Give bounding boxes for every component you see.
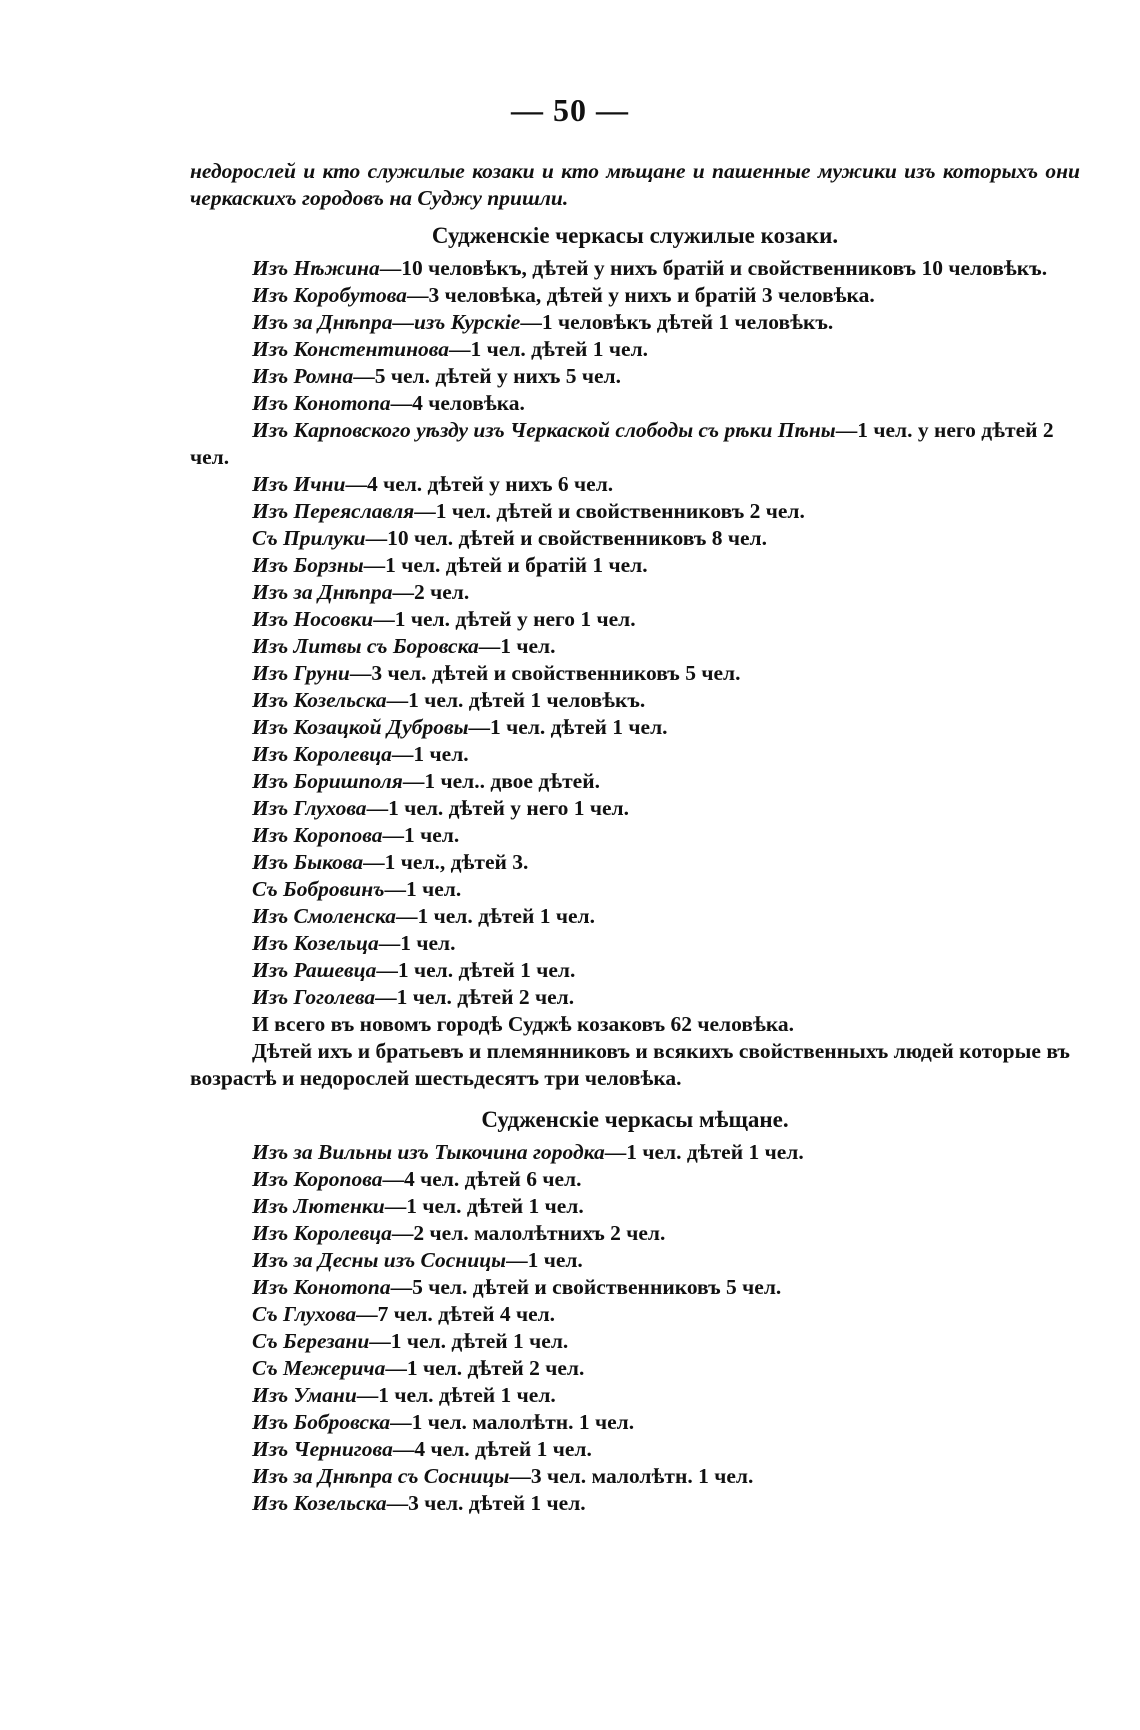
entry-place: Изъ Лютенки xyxy=(252,1194,385,1218)
list-entry xyxy=(190,930,1080,957)
list-entry xyxy=(190,1463,1080,1490)
entry-place: Изъ Конотопа xyxy=(252,1275,391,1299)
entry-place: Изъ Конотопа xyxy=(252,391,391,415)
list-entry xyxy=(190,1355,1080,1382)
list-entry xyxy=(190,957,1080,984)
entry-count: —1 чел. дѣтей у него 1 чел. xyxy=(373,607,636,631)
entry-count: —1 чел. xyxy=(378,931,456,955)
list-entry xyxy=(190,768,1080,795)
list-entry xyxy=(190,606,1080,633)
entry-place: Изъ Коропова xyxy=(252,1167,383,1191)
entry-place: Изъ Гоголева xyxy=(252,985,376,1009)
list-entry xyxy=(190,282,1080,309)
list-entry xyxy=(190,687,1080,714)
entry-count: —1 чел. xyxy=(382,823,460,847)
entry-place: Изъ Рашевца xyxy=(252,958,377,982)
entry-place: Изъ Переяславля xyxy=(252,499,415,523)
entry-place: Изъ за Днѣпра съ Сосницы xyxy=(252,1464,510,1488)
entry-count: —1 чел. xyxy=(506,1248,583,1272)
entry-count: —3 человѣка, дѣтей у нихъ и братій 3 человѣка. xyxy=(406,283,875,307)
list-entry xyxy=(190,579,1080,606)
entry-place: Изъ Боришполя xyxy=(252,769,403,793)
entry-place: Изъ за Вильны изъ Тыкочина городка xyxy=(252,1140,605,1164)
list-entry xyxy=(190,849,1080,876)
entry-count: —3 чел. малолѣтн. 1 чел. xyxy=(509,1464,754,1488)
entry-count: —10 чел. дѣтей и свойственниковъ 8 чел. xyxy=(365,526,767,550)
list-entry xyxy=(190,1328,1080,1355)
list-entry xyxy=(190,795,1080,822)
entry-count: —1 чел. дѣтей у него 1 чел. xyxy=(366,796,629,820)
entry-place: Изъ Бобровска xyxy=(252,1410,391,1434)
list-entry xyxy=(190,1274,1080,1301)
children-total-line: Дѣтей ихъ и братьевъ и племянниковъ и всякихъ свойственныхъ людей которые въ возрастѣ и недорослей шестьдесятъ три человѣка. xyxy=(190,1039,1070,1090)
list-entry xyxy=(190,471,1080,498)
entry-place: Изъ Козацкой Дубровы xyxy=(252,715,469,739)
entry-count: —1 чел. дѣтей и свойственниковъ 2 чел. xyxy=(414,499,805,523)
entry-count: —1 человѣкъ дѣтей 1 человѣкъ. xyxy=(520,310,834,334)
list-entry xyxy=(190,741,1080,768)
entry-count: —3 чел. дѣтей 1 чел. xyxy=(386,1491,586,1515)
entry-place: Изъ Глухова xyxy=(252,796,367,820)
entry-place: Съ Бобровинъ xyxy=(252,877,385,901)
list-entry xyxy=(190,1247,1080,1274)
entry-place: Съ Прилуки xyxy=(252,526,366,550)
entry-place: Изъ за Днѣпра xyxy=(252,580,393,604)
list-entry xyxy=(190,1436,1080,1463)
entry-place: Изъ Черниговa xyxy=(252,1437,393,1461)
entry-count: —4 чел. дѣтей у нихъ 6 чел. xyxy=(345,472,614,496)
list-entry xyxy=(190,660,1080,687)
entry-place: Изъ за Десны изъ Сосницы xyxy=(252,1248,507,1272)
entry-count: —3 чел. дѣтей и свойственниковъ 5 чел. xyxy=(349,661,741,685)
entry-count: —1 чел. малолѣтн. 1 чел. xyxy=(390,1410,635,1434)
entry-place: Съ Березани xyxy=(252,1329,370,1353)
list-entry xyxy=(190,525,1080,552)
list-entry xyxy=(190,363,1080,390)
entry-count: —1 чел. xyxy=(478,634,556,658)
list-entry xyxy=(190,255,1080,282)
entry-place: Изъ Коробутова xyxy=(252,283,407,307)
list-entry xyxy=(190,417,1080,471)
entry-count: —4 чел. дѣтей 6 чел. xyxy=(382,1167,582,1191)
section-heading-townsmen: Судженскіе черкасы мѣщане. xyxy=(481,1107,789,1132)
list-entry xyxy=(190,822,1080,849)
list-entry xyxy=(190,1301,1080,1328)
entry-count: —5 чел. дѣтей у нихъ 5 чел. xyxy=(353,364,621,388)
list-entry xyxy=(190,714,1080,741)
list-entry xyxy=(190,1193,1080,1220)
entry-place: Изъ Ични xyxy=(252,472,346,496)
entry-place: Изъ Коропова xyxy=(252,823,383,847)
entry-count: —1 чел. дѣтей 1 чел. xyxy=(468,715,668,739)
list-entry xyxy=(190,498,1080,525)
entry-count: —7 чел. дѣтей 4 чел. xyxy=(356,1302,556,1326)
entry-count: —1 чел. дѣтей 1 чел. xyxy=(604,1140,804,1164)
section-heading-cossacks: Судженскіе черкасы служилые козаки. xyxy=(431,223,839,248)
page-number: — 50 — xyxy=(511,92,629,128)
entry-place: Изъ Умани xyxy=(252,1383,357,1407)
entry-count: —5 чел. дѣтей и свойственниковъ 5 чел. xyxy=(390,1275,782,1299)
entry-count: —1 чел. дѣтей 2 чел. xyxy=(385,1356,585,1380)
entry-count: —1 чел. дѣтей 2 чел. xyxy=(375,985,575,1009)
list-entry xyxy=(190,309,1080,336)
list-entry xyxy=(190,1409,1080,1436)
entry-place: Изъ Козельца xyxy=(252,931,379,955)
entry-count: —10 человѣкъ, дѣтей у нихъ братій и свойственниковъ 10 человѣкъ. xyxy=(379,256,1048,280)
entry-place: Изъ Быкова xyxy=(252,850,364,874)
list-entry xyxy=(190,1220,1080,1247)
intro-paragraph xyxy=(190,158,1080,212)
entry-place: Изъ Козельска xyxy=(252,1491,387,1515)
entry-count: —2 чел. xyxy=(392,580,470,604)
entry-count: —2 чел. малолѣтнихъ 2 чел. xyxy=(391,1221,666,1245)
entry-count: —1 чел. у него дѣтей 2 чел. xyxy=(190,418,1054,469)
entry-place: Изъ Королевца xyxy=(252,1221,392,1245)
entry-count: —1 чел. xyxy=(384,877,462,901)
entry-count: —1 чел. дѣтей 1 чел. xyxy=(449,337,649,361)
entry-place: Изъ Носовки xyxy=(252,607,374,631)
list-entry xyxy=(190,633,1080,660)
entry-count: —1 чел., дѣтей 3. xyxy=(363,850,529,874)
list-entry xyxy=(190,903,1080,930)
list-entry xyxy=(190,552,1080,579)
cossacks-list xyxy=(190,255,1080,1011)
list-entry xyxy=(190,336,1080,363)
list-entry xyxy=(190,1382,1080,1409)
entry-place: Изъ за Днѣпра—изъ Курскіе xyxy=(252,310,521,334)
page-content xyxy=(190,158,1080,1517)
intro-text: недорослей и кто служилые козаки и кто мѣщане и пашенные мужики изъ которыхъ они черкаскихъ городовъ на Суджу пришли. xyxy=(190,159,1080,210)
list-entry xyxy=(190,1166,1080,1193)
entry-place: Изъ Королевца xyxy=(252,742,392,766)
entry-place: Изъ Карповского уѣзду изъ Черкаской слободы съ рѣки Пѣны xyxy=(252,418,836,442)
townsmen-list xyxy=(190,1139,1080,1517)
entry-place: Изъ Смоленска xyxy=(252,904,396,928)
entry-place: Изъ Нѣжина xyxy=(252,256,380,280)
entry-count: —1 чел. дѣтей 1 человѣкъ. xyxy=(386,688,646,712)
entry-count: —1 чел.. двое дѣтей. xyxy=(402,769,600,793)
entry-place: Съ Межерича xyxy=(252,1356,386,1380)
entry-count: —1 чел. дѣтей 1 чел. xyxy=(369,1329,569,1353)
entry-place: Изъ Борзны xyxy=(252,553,364,577)
entry-count: —4 чел. дѣтей 1 чел. xyxy=(392,1437,592,1461)
entry-place: Изъ Козельска xyxy=(252,688,387,712)
entry-place: Изъ Констентинова xyxy=(252,337,450,361)
list-entry xyxy=(190,984,1080,1011)
entry-place: Изъ Литвы съ Боровска xyxy=(252,634,479,658)
total-line: И всего въ новомъ городѣ Суджѣ козаковъ 62 человѣка. xyxy=(252,1012,795,1036)
list-entry xyxy=(190,876,1080,903)
entry-count: —1 чел. дѣтей 1 чел. xyxy=(356,1383,556,1407)
entry-count: —4 человѣка. xyxy=(390,391,525,415)
entry-count: —1 чел. дѣтей 1 чел. xyxy=(376,958,576,982)
list-entry xyxy=(190,1139,1080,1166)
entry-place: Изъ Ромна xyxy=(252,364,354,388)
entry-count: —1 чел. дѣтей 1 чел. xyxy=(384,1194,584,1218)
entry-count: —1 чел. дѣтей и братій 1 чел. xyxy=(363,553,648,577)
list-entry xyxy=(190,390,1080,417)
entry-count: —1 чел. xyxy=(391,742,469,766)
entry-place: Изъ Груни xyxy=(252,661,350,685)
list-entry xyxy=(190,1490,1080,1517)
entry-place: Съ Глухова xyxy=(252,1302,357,1326)
entry-count: —1 чел. дѣтей 1 чел. xyxy=(395,904,595,928)
